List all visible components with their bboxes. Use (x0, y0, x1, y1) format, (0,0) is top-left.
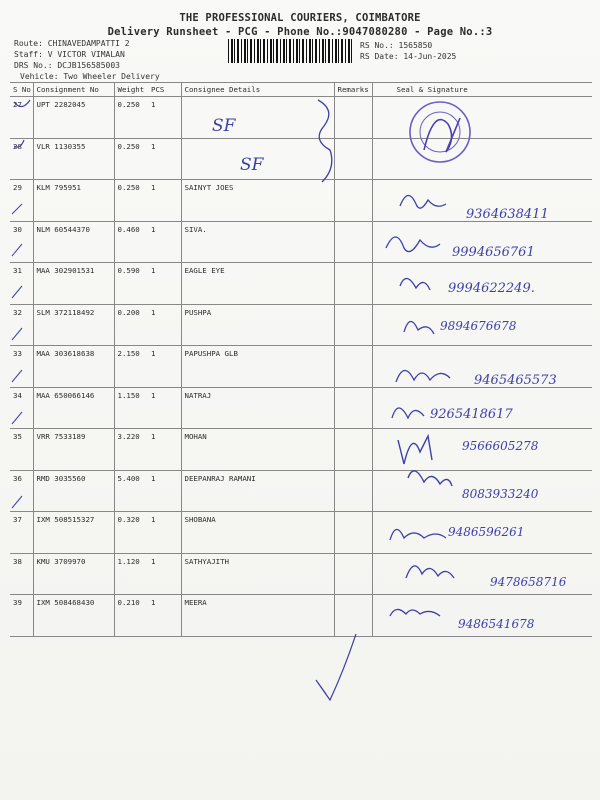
row-consignee: SHOBANA (181, 512, 334, 554)
row-remarks (334, 304, 372, 346)
table-row (10, 387, 592, 429)
row-consignee (181, 138, 334, 180)
row-weight: 0.460 (114, 221, 148, 263)
row-consignee: PAPUSHPA GLB (181, 346, 334, 388)
table-header-row (10, 83, 592, 97)
row-seal-signature (372, 595, 592, 637)
row-consignee: SAINYT JOES (181, 180, 334, 222)
row-consignee: PUSHPA (181, 304, 334, 346)
row-weight: 0.200 (114, 304, 148, 346)
row-seal-signature (372, 180, 592, 222)
row-seal-signature (372, 553, 592, 595)
table-row (10, 470, 592, 512)
row-seal-signature (372, 387, 592, 429)
row-remarks (334, 595, 372, 637)
row-consignee: SIVA. (181, 221, 334, 263)
row-consignment-no: NLM 60544370 (33, 221, 114, 263)
row-consignment-no: VLR 1130355 (33, 138, 114, 180)
row-seal-signature (372, 138, 592, 180)
row-remarks (334, 97, 372, 139)
svg-text:9364638411: 9364638411 (466, 207, 549, 222)
row-sno: 27 (10, 97, 33, 139)
row-sno: 31 (10, 263, 33, 305)
row-pcs: 1 (148, 180, 181, 222)
row-consignee: MEERA (181, 595, 334, 637)
table-row (10, 97, 592, 139)
row-remarks (334, 553, 372, 595)
staff-label: Staff: V VICTOR VIMALAN (14, 50, 125, 59)
row-remarks (334, 346, 372, 388)
row-consignment-no: MAA 303618638 (33, 346, 114, 388)
row-weight: 2.150 (114, 346, 148, 388)
col-sno: S No (10, 83, 33, 97)
rs-number: RS No.: 1565850 (360, 41, 433, 50)
svg-text:9478658716: 9478658716 (490, 575, 567, 589)
company-title: THE PROFESSIONAL COURIERS, COIMBATORE (179, 12, 421, 24)
row-seal-signature (372, 512, 592, 554)
row-weight: 0.250 (114, 97, 148, 139)
runsheet-title: Delivery Runsheet - PCG - Phone No.:9047080280 - Page No.:3 (107, 26, 493, 38)
row-consignee: DEEPANRAJ RAMANI (181, 470, 334, 512)
rs-date: RS Date: 14-Jun-2025 (360, 52, 457, 61)
row-pcs: 1 (148, 387, 181, 429)
row-consignment-no: SLM 372118492 (33, 304, 114, 346)
table-row (10, 553, 592, 595)
row-sno: 30 (10, 221, 33, 263)
svg-text:9994656761: 9994656761 (452, 245, 535, 260)
row-remarks (334, 387, 372, 429)
row-consignment-no: KLM 795951 (33, 180, 114, 222)
svg-text:9465465573: 9465465573 (474, 373, 557, 388)
row-weight: 5.400 (114, 470, 148, 512)
svg-text:9994622249.: 9994622249. (448, 281, 535, 296)
row-pcs: 1 (148, 138, 181, 180)
row-seal-signature (372, 97, 592, 139)
row-remarks (334, 180, 372, 222)
table-row (10, 429, 592, 471)
row-consignment-no: MAA 650066146 (33, 387, 114, 429)
row-consignee: SATHYAJITH (181, 553, 334, 595)
row-seal-signature (372, 346, 592, 388)
row-sno: 29 (10, 180, 33, 222)
row-weight: 0.590 (114, 263, 148, 305)
row-consignment-no: RMD 3035560 (33, 470, 114, 512)
row-sno: 33 (10, 346, 33, 388)
row-pcs: 1 (148, 429, 181, 471)
row-consignee (181, 97, 334, 139)
row-sno: 28 (10, 138, 33, 180)
row-remarks (334, 263, 372, 305)
closing-stroke (316, 634, 356, 700)
row-seal-signature (372, 263, 592, 305)
table-row (10, 346, 592, 388)
svg-text:8083933240: 8083933240 (462, 487, 539, 501)
row-sno: 36 (10, 470, 33, 512)
row-consignment-no: MAA 302901531 (33, 263, 114, 305)
row-sno: 37 (10, 512, 33, 554)
row-weight: 0.210 (114, 595, 148, 637)
table-row (10, 180, 592, 222)
row-remarks (334, 138, 372, 180)
col-consignee: Consignee Details (181, 83, 334, 97)
row-consignee: EAGLE EYE (181, 263, 334, 305)
row-sno: 32 (10, 304, 33, 346)
col-weight: Weight (114, 83, 148, 97)
row-consignment-no: KMU 3709970 (33, 553, 114, 595)
row-remarks (334, 512, 372, 554)
row-remarks (334, 429, 372, 471)
table-row (10, 221, 592, 263)
row-sno: 35 (10, 429, 33, 471)
row-pcs: 1 (148, 346, 181, 388)
row-weight: 0.250 (114, 138, 148, 180)
row-pcs: 1 (148, 304, 181, 346)
row-sno: 39 (10, 595, 33, 637)
sf-note-2: SF (240, 155, 264, 175)
row-sno: 38 (10, 553, 33, 595)
row-pcs: 1 (148, 470, 181, 512)
row-remarks (334, 221, 372, 263)
row-pcs: 1 (148, 512, 181, 554)
table-row (10, 304, 592, 346)
row-consignment-no: VRR 7533189 (33, 429, 114, 471)
col-remarks: Remarks (334, 83, 372, 97)
row-weight: 0.320 (114, 512, 148, 554)
row-weight: 1.150 (114, 387, 148, 429)
sf-note-1: SF (212, 116, 236, 136)
svg-text:9486541678: 9486541678 (458, 617, 535, 631)
row-weight: 0.250 (114, 180, 148, 222)
drs-number: DRS No.: DCJB156585003 (14, 61, 120, 70)
table-row (10, 512, 592, 554)
row-consignment-no: IXM 508468430 (33, 595, 114, 637)
svg-text:9265418617: 9265418617 (430, 407, 513, 422)
consignment-table (10, 82, 592, 637)
row-seal-signature (372, 470, 592, 512)
route-label: Route: CHINAVEDAMPATTI 2 (14, 39, 130, 48)
col-seal: Seal & Signature (372, 83, 592, 97)
row-pcs: 1 (148, 595, 181, 637)
row-pcs: 1 (148, 263, 181, 305)
table-row (10, 595, 592, 637)
table-row (10, 263, 592, 305)
row-weight: 3.220 (114, 429, 148, 471)
row-pcs: 1 (148, 553, 181, 595)
svg-text:9566605278: 9566605278 (462, 439, 539, 453)
row-sno: 34 (10, 387, 33, 429)
row-consignee: MOHAN (181, 429, 334, 471)
col-consignment: Consignment No (33, 83, 114, 97)
row-consignment-no: UPT 2282045 (33, 97, 114, 139)
row-consignment-no: IXM 508515327 (33, 512, 114, 554)
row-seal-signature (372, 304, 592, 346)
row-pcs: 1 (148, 221, 181, 263)
col-pcs: PCS (148, 83, 181, 97)
row-seal-signature (372, 221, 592, 263)
row-weight: 1.120 (114, 553, 148, 595)
svg-text:9486596261: 9486596261 (448, 525, 525, 539)
row-consignee: NATRAJ (181, 387, 334, 429)
row-seal-signature (372, 429, 592, 471)
svg-text:9894676678: 9894676678 (440, 319, 517, 333)
table-row (10, 138, 592, 180)
barcode (228, 39, 352, 63)
vehicle-label: Vehicle: Two Wheeler Delivery (20, 72, 160, 81)
row-remarks (334, 470, 372, 512)
row-pcs: 1 (148, 97, 181, 139)
